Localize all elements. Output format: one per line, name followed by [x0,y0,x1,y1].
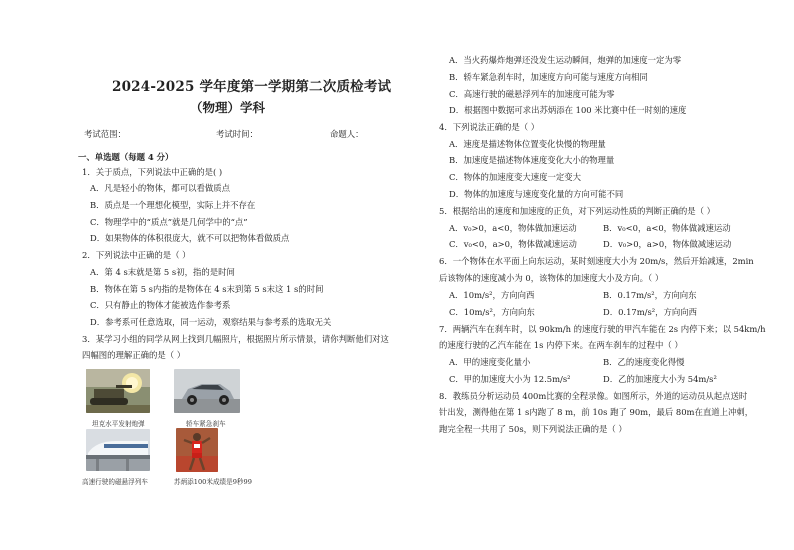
author-label: 命题人： [330,129,364,139]
q3-option-a: A．当火药爆炸炮弹还没发生运动瞬间，炮弹的加速度一定为零 [449,55,682,65]
q1-option-a: A．凡是轻小的物体，都可以看做质点 [90,183,231,193]
q7-stem-line1: 7．两辆汽车在刹车时，以 90km/h 的速度行驶的甲汽车能在 2s 内停下来；以 54km/h [439,324,766,334]
q8-stem-line1: 8．教练员分析运动员 400m比赛的全程录像。如图所示，外道的运动员从起点送时 [439,391,748,401]
q6-option-a: A．10m/s²，方向向西 [449,290,535,300]
tank-caption: 坦克水平发射炮弹 [92,420,145,428]
q4-option-c: C．物体的加速度变大速度一定变大 [449,172,582,182]
q3-option-d: D．根据图中数据可求出苏炳添在 100 米比赛中任一时刻的速度 [449,105,687,115]
q5-stem: 5．根据给出的速度和加速度的正负，对下列运动性质的判断正确的是（ ） [439,206,715,216]
exam-title: 2024-2025 学年度第一学期第二次质检考试 [112,79,392,95]
q1-option-c: C．物理学中的“质点”就是几何学中的“点” [90,217,248,227]
q8-stem-line3: 跑完全程一共用了 50s，则下列说法正确的是（ ） [439,424,627,434]
q6-option-c: C．10m/s²，方向向东 [449,307,535,317]
q3-option-c: C．高速行驶的磁悬浮列车的加速度可能为零 [449,89,615,99]
q7-option-a: A．甲的速度变化量小 [449,357,531,367]
q5-option-d: D．v₀>0，a>0，物体做减速运动 [603,239,732,249]
q7-option-c: C．甲的加速度大小为 12.5m/s² [449,374,571,384]
q2-option-d: D．参考系可任意选取，同一运动，观察结果与参考系的选取无关 [90,317,332,327]
q7-option-d: D．乙的加速度大小为 54m/s² [603,374,717,384]
car-caption: 轿车紧急刹车 [186,420,226,428]
q2-stem: 2．下列说法中正确的是（ ） [82,250,191,260]
q3-stem-line2: 四幅图的理解正确的是（ ） [82,350,186,360]
q1-option-d: D．如果物体的体积很庞大，就不可以把物体看做质点 [90,233,290,243]
q3-option-b: B．轿车紧急刹车时，加速度方向可能与速度方向相同 [449,72,648,82]
q5-option-c: C．v₀<0，a>0，物体做减速运动 [449,239,577,249]
q5-option-b: B．v₀<0，a<0，物体做减速运动 [603,223,731,233]
q6-option-d: D．0.17m/s²，方向向西 [603,307,698,317]
q1-stem: 1．关于质点，下列说法中正确的是( ) [82,167,223,177]
tank-photo-icon [86,369,150,413]
q4-option-a: A．速度是描述物体位置变化快慢的物理量 [449,139,606,149]
q7-stem-line2: 的速度行驶的乙汽车能在 1s 内停下来。在两车刹车的过程中（ ） [439,340,683,350]
q2-option-a: A．第 4 s末就是第 5 s初，指的是时间 [90,267,235,277]
q2-option-c: C．只有静止的物体才能被选作参考系 [90,300,231,310]
q7-option-b: B．乙的速度变化得慢 [603,357,685,367]
q4-option-b: B．加速度是描述物体速度变化大小的物理量 [449,155,615,165]
section-title: 一、单选题（每题 4 分） [78,152,174,162]
q4-stem: 4．下列说法正确的是（ ） [439,122,540,132]
sprinter-caption: 苏炳添100米成绩是9秒99 [174,478,252,486]
q6-stem-line2: 后该物体的速度减小为 0，该物体的加速度大小及方向。（ ） [439,273,664,283]
q8-stem-line2: 针出发，测得他在第 1 s内跑了 8 m，前 10s 跑了 90m，最后 80m在直道上冲刺， [439,407,754,417]
maglev-train-photo-icon [86,429,150,471]
exam-range-label: 考试范围： [84,129,126,139]
car-photo-icon [174,369,240,413]
q3-stem-line1: 3．某学习小组的同学从网上找到几幅照片，根据照片所示情景，请你判断他们对这 [82,334,389,344]
maglev-caption: 高速行驶的磁悬浮列车 [82,478,148,486]
q6-stem-line1: 6．一个物体在水平面上向东运动，某时刻速度大小为 20m/s，然后开始减速，2min [439,256,754,266]
exam-time-label: 考试时间： [216,129,258,139]
exam-subject: （物理）学科 [190,100,266,115]
q1-option-b: B．质点是一个理想化模型，实际上并不存在 [90,200,256,210]
q2-option-b: B．物体在第 5 s内指的是物体在 4 s末到第 5 s末这 1 s的时间 [90,284,324,294]
q5-option-a: A．v₀>0，a<0，物体做加速运动 [449,223,577,233]
q6-option-b: B．0.17m/s²，方向向东 [603,290,697,300]
sprinter-photo-icon [176,428,218,472]
q4-option-d: D．物体的加速度与速度变化量的方向可能不同 [449,189,624,199]
